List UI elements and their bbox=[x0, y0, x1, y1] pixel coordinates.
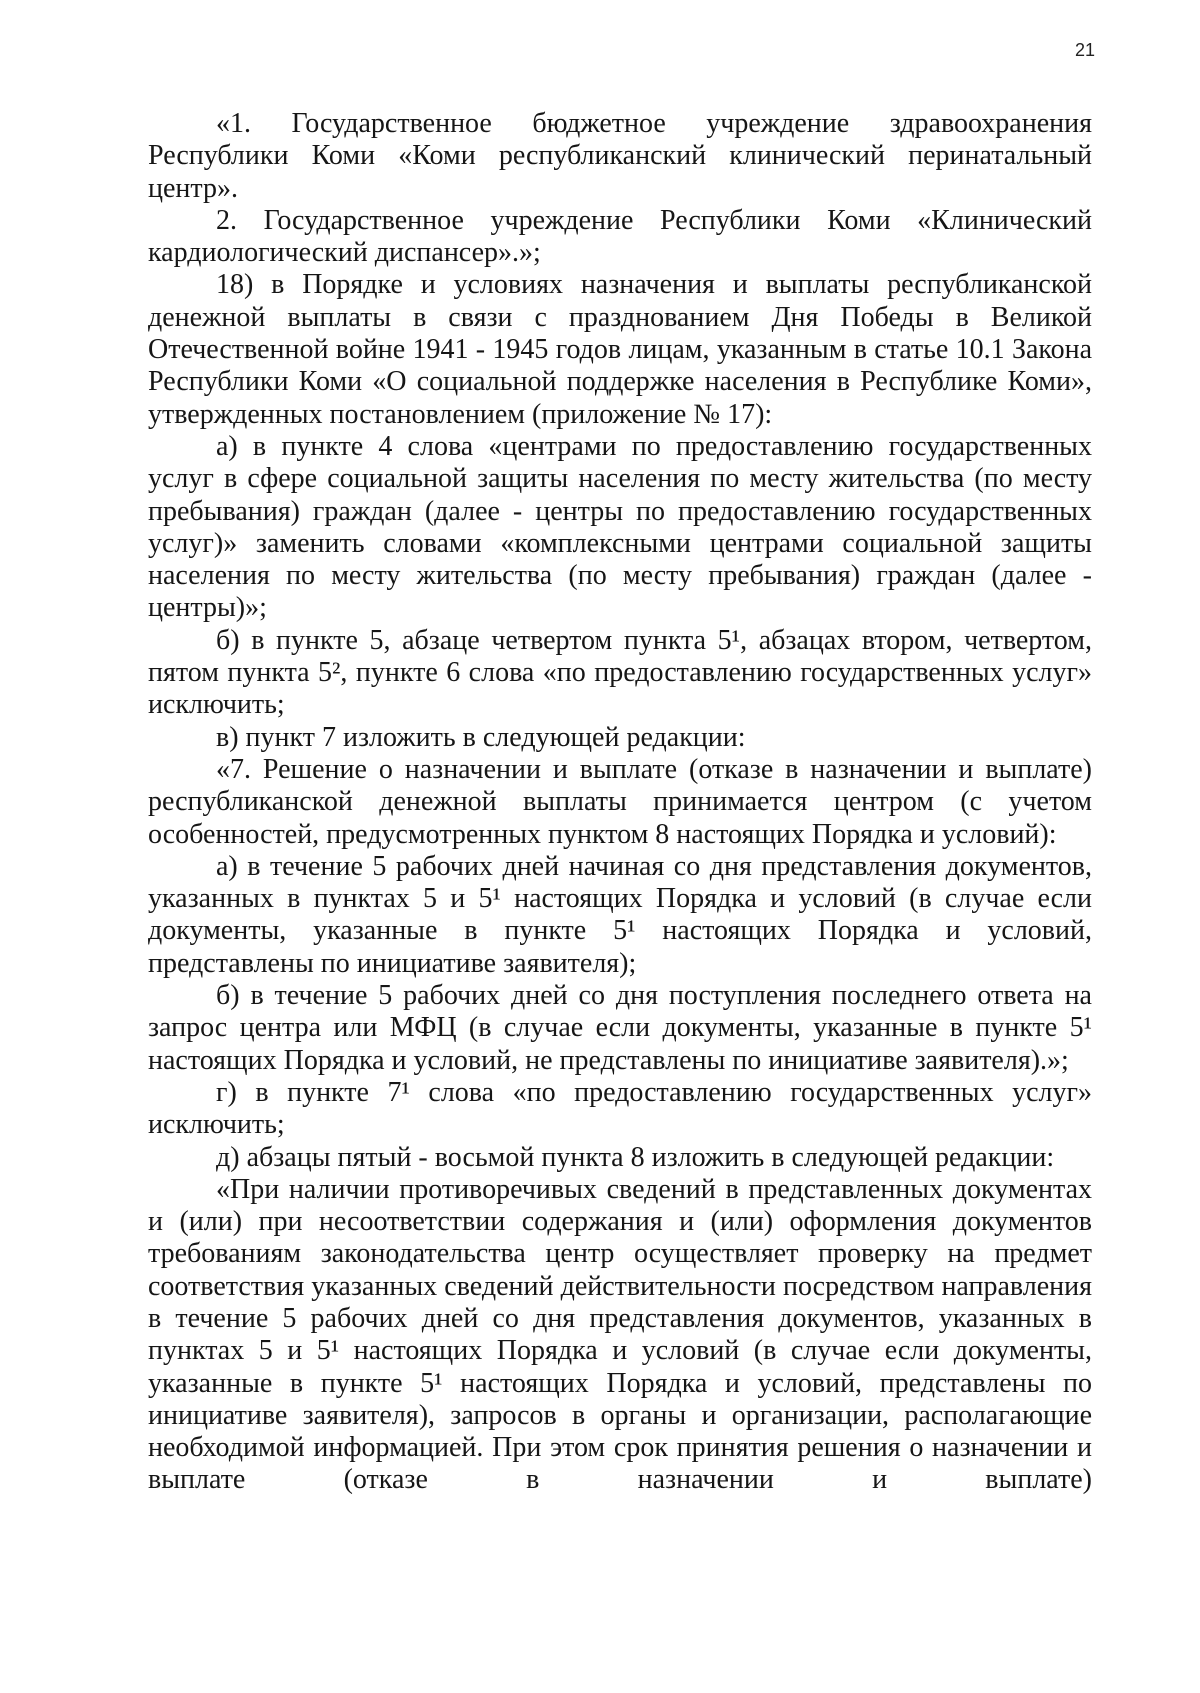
paragraph: а) в течение 5 рабочих дней начиная со дня представления документов, указанных в пунктах 5 и 5¹ настоящих Порядка и условий (в случае если документы, указанные в пункте 5¹ настоящих Порядка и условий, представлены по инициативе заявителя); bbox=[148, 850, 1092, 979]
paragraph: а) в пункте 4 слова «центрами по предоставлению государственных услуг в сфере социальной защиты населения по месту жительства (по месту пребывания) граждан (далее - центры по предоставлению государственных услуг)» заменить словами «комплексными центрами социальной защиты населения по месту жительства (по месту пребывания) граждан (далее - центры)»; bbox=[148, 430, 1092, 624]
document-body bbox=[148, 108, 1092, 1497]
paragraph: г) в пункте 7¹ слова «по предоставлению государственных услуг» исключить; bbox=[148, 1076, 1092, 1141]
page-number: 21 bbox=[1074, 40, 1095, 60]
paragraph: «1. Государственное бюджетное учреждение здравоохранения Республики Коми «Коми республиканский клинический перинатальный центр». bbox=[148, 108, 1092, 204]
paragraph: «7. Решение о назначении и выплате (отказе в назначении и выплате) республиканской денежной выплаты принимается центром (с учетом особенностей, предусмотренных пунктом 8 настоящих Порядка и условий): bbox=[148, 753, 1092, 850]
paragraph: в) пункт 7 изложить в следующей редакции: bbox=[216, 721, 746, 753]
paragraph: «При наличии противоречивых сведений в представленных документах и (или) при несоответствии содержания и (или) оформления документов требованиям законодательства центр осуществляет проверку на предмет соответствия указанных сведений действительности посредством направления в течение 5 рабочих дней со дня представления документов, указанных в пунктах 5 и 5¹ настоящих Порядка и условий (в случае если документы, указанные в пункте 5¹ настоящих Порядка и условий, представлены по инициативе заявителя), запросов в органы и организации, располагающие необходимой информацией. При этом срок принятия решения о назначении и выплате (отказе в назначении и выплате) bbox=[148, 1173, 1092, 1496]
paragraph: б) в течение 5 рабочих дней со дня поступления последнего ответа на запрос центра или МФЦ (в случае если документы, указанные в пункте 5¹ настоящих Порядка и условий, не представлены по инициативе заявителя).»; bbox=[148, 980, 1092, 1076]
paragraph: б) в пункте 5, абзаце четвертом пункта 5¹, абзацах втором, четвертом, пятом пункта 5², пункте 6 слова «по предоставлению государственных услуг» исключить; bbox=[148, 624, 1092, 721]
paragraph: д) абзацы пятый - восьмой пункта 8 изложить в следующей редакции: bbox=[216, 1141, 1055, 1173]
paragraph: 2. Государственное учреждение Республики Коми «Клинический кардиологический диспансер».»; bbox=[148, 204, 1092, 269]
paragraph: 18) в Порядке и условиях назначения и выплаты республиканской денежной выплаты в связи с празднованием Дня Победы в Великой Отечественной войне 1941 - 1945 годов лицам, указанным в статье 10.1 Закона Республики Коми «О социальной поддержке населения в Республике Коми», утвержденных постановлением (приложение № 17): bbox=[148, 269, 1092, 430]
